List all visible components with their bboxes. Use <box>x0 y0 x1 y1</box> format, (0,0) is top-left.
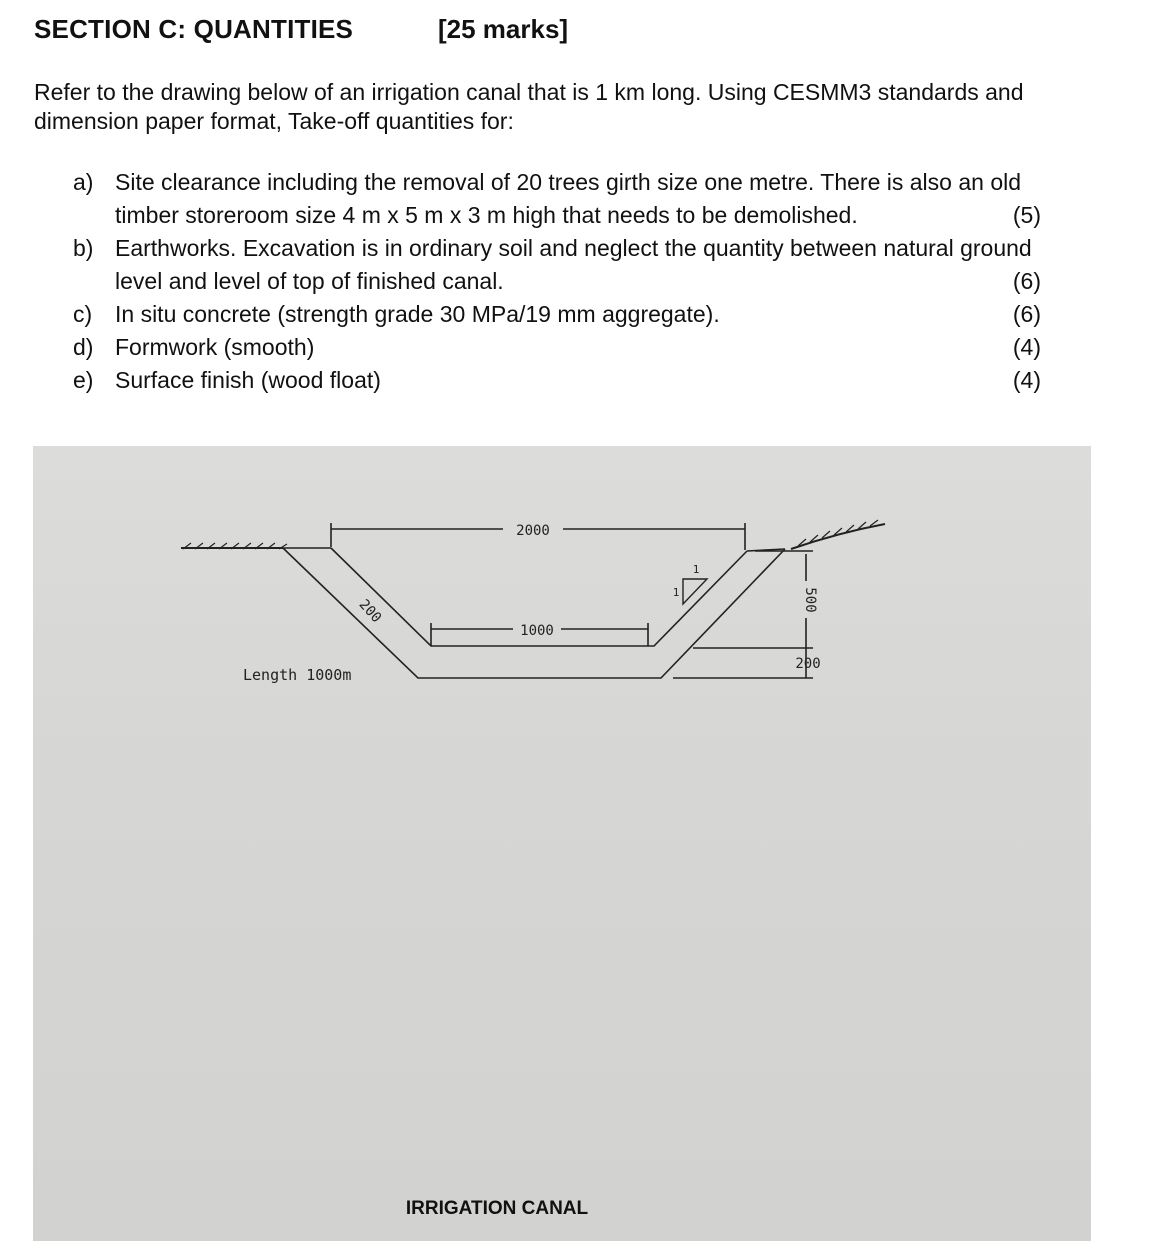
canal-drawing <box>33 446 1091 1241</box>
question-marks: (6) <box>1012 268 1041 294</box>
question-text-line: Surface finish (wood float) <box>115 367 381 393</box>
question-marks: (4) <box>1012 367 1041 393</box>
section-title: SECTION C: QUANTITIES <box>34 14 354 44</box>
length-label: Length 1000m <box>243 666 352 684</box>
question-a <box>0 166 1170 232</box>
question-label: a) <box>73 169 94 195</box>
question-label: d) <box>73 334 94 360</box>
question-text-line: Earthworks. Excavation is in ordinary soil and neglect the quantity between natural ground <box>115 235 1032 261</box>
canal-cross-section <box>33 446 1091 1241</box>
question-label: b) <box>73 235 94 261</box>
question-c <box>0 298 1170 331</box>
question-d <box>0 331 1170 364</box>
outer-profile <box>283 548 785 678</box>
slope-triangle <box>683 579 707 604</box>
question-label: c) <box>73 301 93 327</box>
dim-1000-label: 1000 <box>520 623 554 639</box>
question-marks: (5) <box>1012 202 1041 228</box>
figure-caption: IRRIGATION CANAL <box>405 1198 589 1219</box>
question-text-line: In situ concrete (strength grade 30 MPa/19 mm aggregate). <box>115 301 720 327</box>
question-label: e) <box>73 367 94 393</box>
question-text-line: timber storeroom size 4 m x 5 m x 3 m high that needs to be demolished. <box>115 202 858 228</box>
question-e <box>0 364 1170 397</box>
slope-rise-label: 1 <box>672 586 680 599</box>
dim-2000-label: 2000 <box>516 523 550 539</box>
dim-500-label: 500 <box>802 587 818 613</box>
intro-paragraph: Refer to the drawing below of an irrigation canal that is 1 km long. Using CESMM3 standards and dimension paper format, Take-off quantities for: <box>34 79 1024 134</box>
question-text-line: Formwork (smooth) <box>115 334 315 360</box>
question-list <box>0 166 1170 397</box>
dim-200-slope-label: 200 <box>355 596 385 627</box>
question-marks: (4) <box>1012 334 1041 360</box>
question-marks: (6) <box>1012 301 1041 327</box>
ground-hatch-right <box>791 524 885 549</box>
section-marks: [25 marks] <box>438 14 569 44</box>
question-text-line: level and level of top of finished canal. <box>115 268 504 294</box>
question-b <box>0 232 1170 298</box>
question-text-line: Site clearance including the removal of 20 trees girth size one metre. There is also an old <box>115 169 1022 195</box>
slope-run-label: 1 <box>692 563 700 576</box>
dim-200-right-label: 200 <box>795 656 821 672</box>
